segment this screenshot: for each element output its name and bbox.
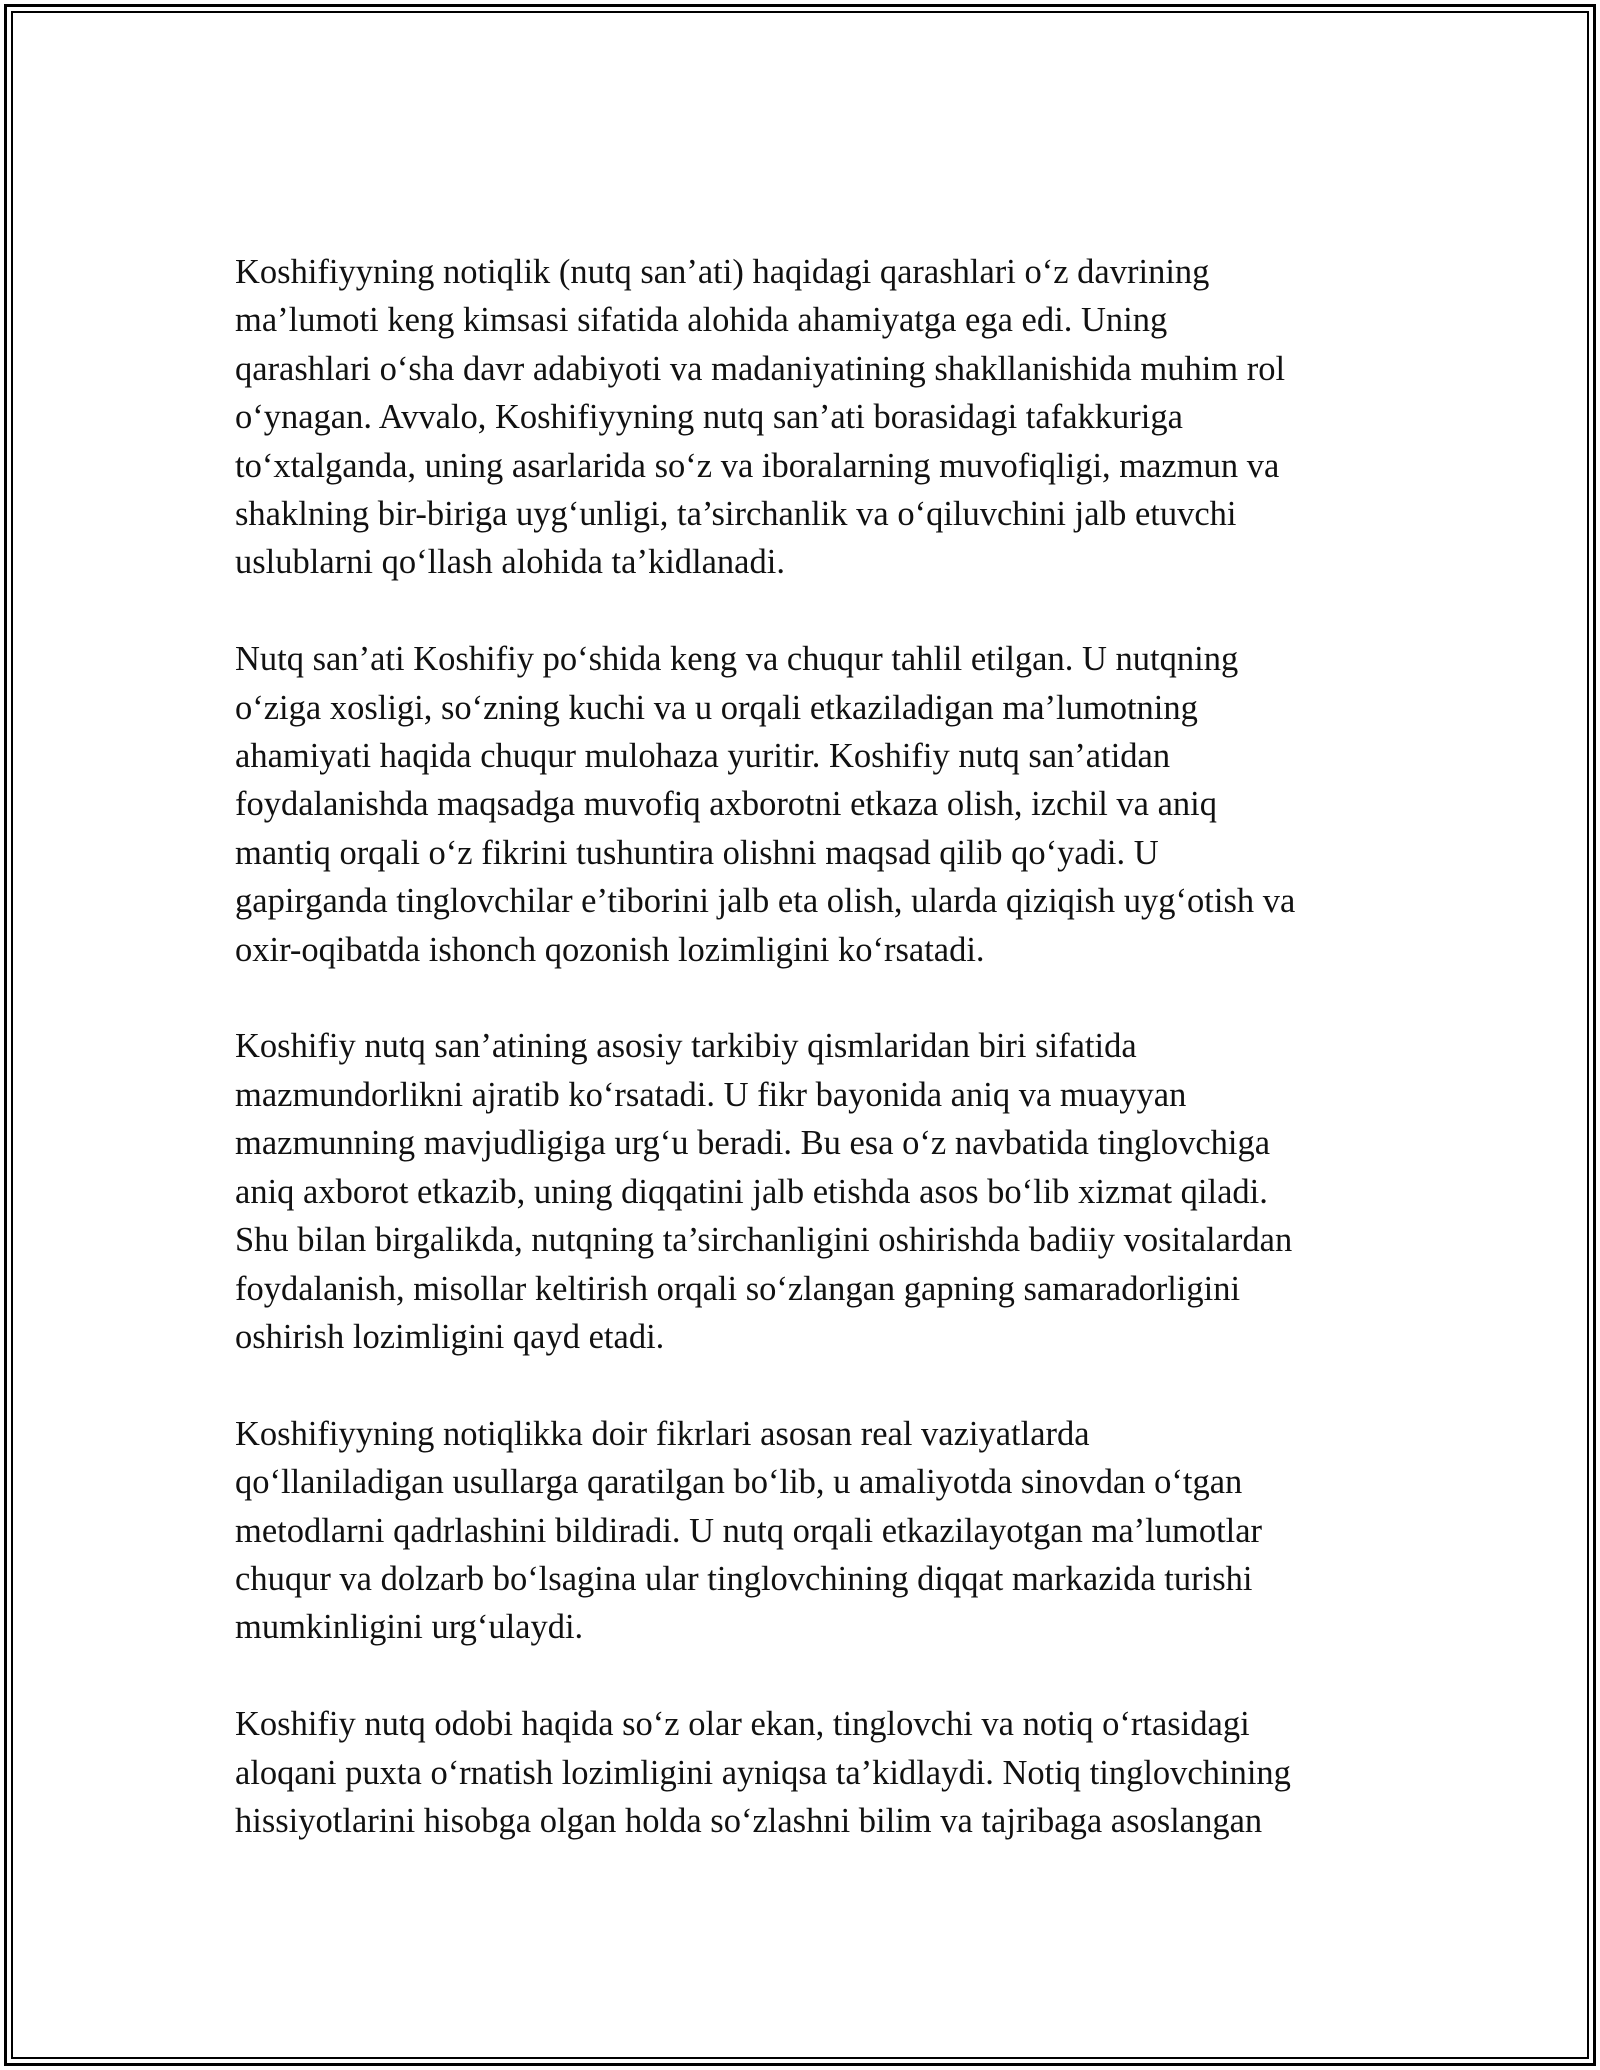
text-line: hissiyotlarini hisobga olgan holda so‘zlashni bilim va tajribaga asoslangan [235, 1801, 1263, 1840]
paragraph-1 [235, 248, 1395, 587]
text-line: Koshifiy nutq odobi haqida so‘z olar ekan, tinglovchi va notiq o‘rtasidagi [235, 1705, 1250, 1744]
text-line: Koshifiy nutq san’atining asosiy tarkibiy qismlaridan biri sifatida [235, 1027, 1137, 1066]
text-line: mumkinligini urg‘ulaydi. [235, 1608, 584, 1647]
text-line: shaklning bir-biriga uyg‘unligi, ta’sirchanlik va o‘qiluvchini jalb etuvchi [235, 495, 1237, 534]
text-line: aniq axborot etkazib, uning diqqatini jalb etishda asos bo‘lib xizmat qiladi. [235, 1172, 1268, 1211]
text-line: o‘ziga xosligi, so‘zning kuchi va u orqali etkaziladigan ma’lumotning [235, 688, 1198, 727]
paragraph-5 [235, 1700, 1395, 1845]
paragraph-3 [235, 1022, 1395, 1361]
text-line: Shu bilan birgalikda, nutqning ta’sirchanligini oshirishda badiiy vositalardan [235, 1221, 1293, 1260]
text-line: qo‘llaniladigan usullarga qaratilgan bo‘lib, u amaliyotda sinovdan o‘tgan [235, 1463, 1243, 1502]
paragraph-2 [235, 635, 1395, 974]
text-line: gapirganda tinglovchilar e’tiborini jalb eta olish, ularda qiziqish uyg‘otish va [235, 882, 1296, 921]
text-line: aloqani puxta o‘rnatish lozimligini ayniqsa ta’kidlaydi. Notiq tinglovchining [235, 1753, 1291, 1792]
text-line: oxir-oqibatda ishonch qozonish lozimligini ko‘rsatadi. [235, 930, 985, 969]
text-line: mazmunning mavjudligiga urg‘u beradi. Bu esa o‘z navbatida tinglovchiga [235, 1124, 1271, 1163]
text-line: oshirish lozimligini qayd etadi. [235, 1317, 665, 1356]
text-line: metodlarni qadrlashini bildiradi. U nutq orqali etkazilayotgan ma’lumotlar [235, 1511, 1263, 1550]
text-line: foydalanishda maqsadga muvofiq axborotni etkaza olish, izchil va aniq [235, 785, 1218, 824]
text-line: to‘xtalganda, uning asarlarida so‘z va iboralarning muvofiqligi, mazmun va [235, 446, 1280, 485]
text-line: ma’lumoti keng kimsasi sifatida alohida ahamiyatga ega edi. Uning [235, 301, 1168, 340]
text-line: foydalanish, misollar keltirish orqali so‘zlangan gapning samaradorligini [235, 1269, 1241, 1308]
text-line: qarashlari o‘sha davr adabiyoti va madaniyatining shakllanishida muhim rol [235, 349, 1286, 388]
text-line: Koshifiyyning notiqlik (nutq san’ati) haqidagi qarashlari o‘z davrining [235, 253, 1210, 291]
text-line: chuqur va dolzarb bo‘lsagina ular tinglovchining diqqat markazida turishi [235, 1559, 1253, 1598]
text-line: mazmundorlikni ajratib ko‘rsatadi. U fikr bayonida aniq va muayyan [235, 1075, 1187, 1114]
text-line: ahamiyati haqida chuqur mulohaza yuritir. Koshifiy nutq san’atidan [235, 737, 1171, 776]
paragraph-4 [235, 1410, 1395, 1652]
document-body [235, 248, 1395, 1894]
text-line: Koshifiyyning notiqlikka doir fikrlari asosan real vaziyatlarda [235, 1414, 1090, 1453]
text-line: uslublarni qo‘llash alohida ta’kidlanadi. [235, 543, 785, 582]
text-line: Nutq san’ati Koshifiy po‘shida keng va chuqur tahlil etilgan. U nutqning [235, 640, 1239, 679]
text-line: mantiq orqali o‘z fikrini tushuntira olishni maqsad qilib qo‘yadi. U [235, 833, 1159, 872]
text-line: o‘ynagan. Avvalo, Koshifiyyning nutq san’ati borasidagi tafakkuriga [235, 398, 1183, 437]
